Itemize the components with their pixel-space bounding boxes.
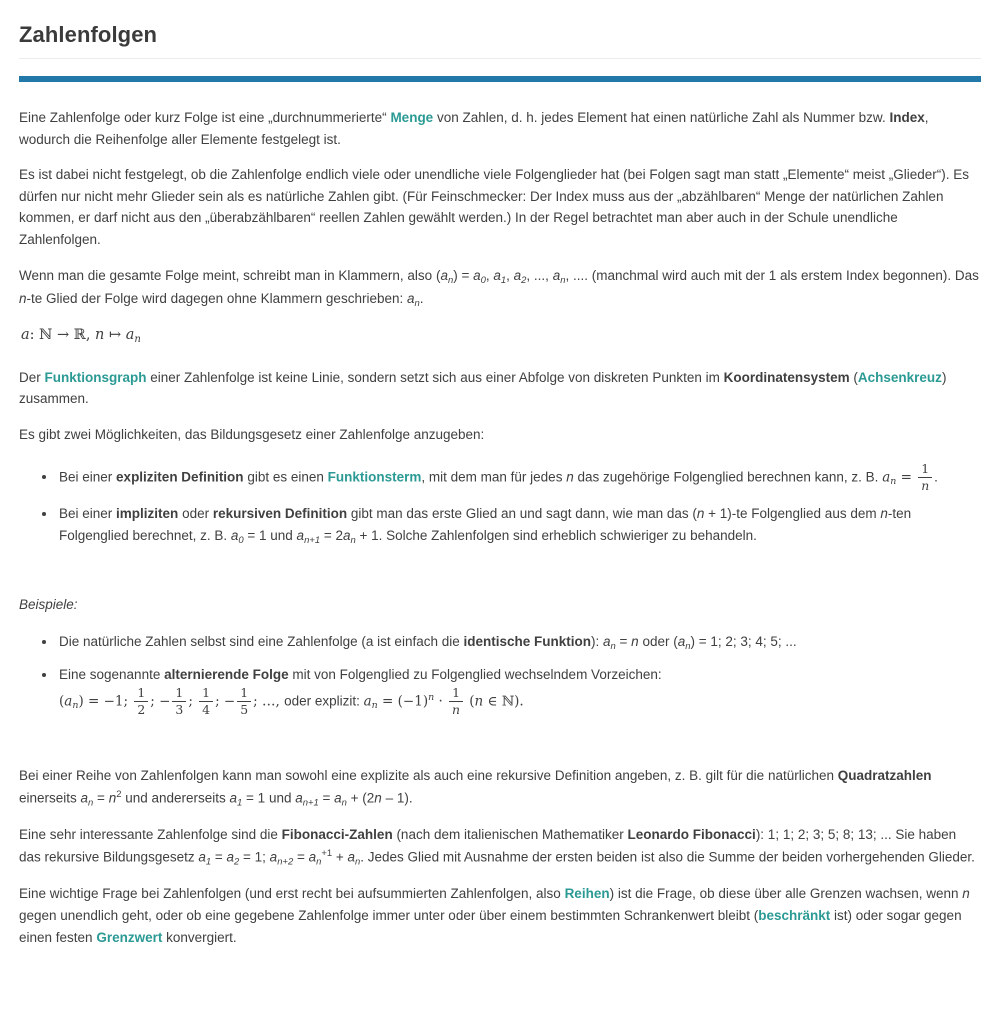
list-item: [57, 503, 981, 548]
text-segment: Die natürliche Zahlen selbst sind eine Zahlenfolge (a ist einfach die: [59, 634, 464, 650]
text-segment: rekursiven Definition: [212, 506, 348, 522]
paragraph: [19, 594, 981, 616]
text-segment: +: [332, 849, 348, 865]
text-segment: a: [677, 634, 686, 650]
text-segment: =: [896, 468, 917, 485]
text-segment: – 1).: [381, 790, 413, 806]
text-segment: a: [347, 849, 356, 865]
page-title: Zahlenfolgen: [19, 22, 981, 59]
text-segment: ): 1; 1; 2; 3; 5; 8; 13; ... Sie haben das rekursive Bildungsgesetz: [19, 827, 957, 865]
text-segment: ·: [434, 693, 448, 710]
text-segment: -te Glied der Folge wird dagegen ohne Klammern geschrieben:: [26, 290, 407, 306]
text-segment: , ...,: [526, 267, 553, 283]
text-segment: Quadratzahlen: [837, 768, 932, 784]
text-segment: und andererseits: [121, 790, 230, 806]
text-segment: n+1: [304, 534, 321, 546]
text-segment: Bei einer: [59, 468, 117, 484]
text-segment: = 1 und: [243, 527, 297, 543]
text-segment: , .... (manchmal wird auch mit der 1 als erstem Index begonnen). Das: [565, 267, 979, 283]
text-segment: 2: [234, 856, 240, 868]
text-segment: 2: [521, 274, 527, 286]
paragraph: [19, 765, 981, 810]
text-segment: n: [316, 856, 322, 868]
text-segment: ) = −1;: [78, 693, 133, 710]
title-accent-divider: [19, 76, 981, 82]
text-segment: ; −: [150, 693, 171, 710]
inline-link[interactable]: Funktionsgraph: [44, 369, 147, 385]
text-segment: n: [95, 327, 105, 344]
text-segment: 1: [500, 274, 507, 286]
text-segment: a: [64, 693, 73, 710]
text-segment: ) = 1; 2; 3; 4; 5; ...: [690, 634, 797, 650]
text-segment: impliziten: [116, 506, 179, 522]
text-segment: mit von Folgenglied zu Folgenglied wechselndem Vorzeichen:: [288, 667, 662, 683]
text-segment: = 2: [320, 527, 343, 543]
inline-link[interactable]: Achsenkreuz: [857, 369, 942, 385]
text-segment: oder: [178, 506, 213, 522]
inline-link[interactable]: Grenzwert: [96, 929, 163, 945]
text-segment: .: [419, 290, 424, 306]
text-segment: : ℕ → ℝ,: [29, 327, 96, 344]
text-segment: 0: [238, 534, 244, 546]
text-segment: a: [230, 527, 239, 543]
inline-link[interactable]: Reihen: [564, 886, 610, 902]
text-segment: n: [890, 475, 897, 487]
text-segment: a: [125, 327, 135, 344]
text-segment: ↦: [104, 327, 126, 344]
text-segment: a: [603, 634, 611, 650]
text-segment: a: [229, 790, 238, 806]
text-segment: gibt man das erste Glied an und sagt dann, wie man das (: [347, 506, 697, 522]
text-segment: ∈ ℕ).: [483, 693, 524, 710]
text-segment: von Zahlen, d. h. jedes Element hat einen natürliche Zahl als Nummer bzw.: [433, 110, 890, 125]
text-segment: a: [882, 468, 891, 485]
math-line: [21, 324, 981, 348]
text-segment: = (−1): [377, 693, 429, 710]
text-segment: Koordinatensystem: [723, 369, 850, 385]
text-segment: a: [226, 849, 235, 865]
text-segment: 1: [237, 797, 243, 809]
text-segment: Der: [19, 369, 45, 385]
text-segment: n: [19, 290, 27, 306]
fraction: $\frac{1}{n}$: [918, 462, 932, 494]
text-segment: . Jedes Glied mit Ausnahme der ersten beiden ist also die Summe der beiden vorhergehenden Glieder.: [360, 849, 975, 865]
inline-link[interactable]: Funktionsterm: [327, 468, 422, 484]
fraction: $\frac{1}{n}$: [449, 686, 463, 718]
text-segment: n: [88, 797, 94, 809]
text-segment: =: [318, 790, 335, 806]
text-segment: gegen unendlich geht, oder ob eine gegebene Zahlenfolge immer unter oder über einem bestimmten Schrankenwert bleibt (: [19, 908, 759, 924]
text-segment: +1: [321, 847, 333, 859]
text-segment: Fibonacci-Zahlen: [281, 827, 393, 843]
text-segment: a: [198, 849, 206, 865]
text-segment: ) =: [453, 267, 474, 283]
text-segment: Eine wichtige Frage bei Zahlenfolgen (und erst recht bei aufsummierten Zahlenfolgen, also: [19, 886, 565, 902]
text-segment: ,: [506, 267, 514, 283]
text-segment: n: [610, 641, 616, 653]
text-segment: oder explizit:: [284, 693, 364, 709]
text-segment: a: [296, 527, 305, 543]
text-segment: .: [934, 468, 938, 484]
text-segment: ,: [485, 267, 494, 283]
text-segment: n: [414, 297, 420, 309]
text-segment: a: [308, 849, 317, 865]
paragraph: [19, 424, 981, 446]
text-segment: alternierende Folge: [164, 667, 289, 683]
list-item: [57, 664, 981, 717]
text-segment: a: [295, 790, 303, 806]
text-segment: n: [428, 691, 435, 703]
text-segment: , wodurch die Reihenfolge aller Elemente festgelegt ist.: [19, 110, 929, 147]
text-segment: konvergiert.: [162, 929, 237, 945]
text-segment: ; −: [215, 693, 236, 710]
text-segment: (: [464, 693, 475, 710]
text-segment: 2: [116, 788, 122, 800]
text-segment: a: [342, 527, 351, 543]
text-segment: n: [355, 856, 361, 868]
text-segment: ist) oder sogar gegen einen festen: [19, 908, 962, 945]
text-segment: das zugehörige Folgenglied berechnen kann, z. B.: [573, 468, 883, 484]
text-segment: n: [560, 274, 566, 286]
paragraph: [19, 265, 981, 311]
text-segment: Bei einer Reihe von Zahlenfolgen kann man sowohl eine explizite als auch eine rekursive Definition angeben, z. B. gilt für die natürlichen: [19, 768, 838, 784]
fraction: $\frac{1}{4}$: [199, 686, 213, 718]
text-segment: a: [552, 267, 561, 283]
text-segment: n: [566, 468, 574, 484]
text-segment: Eine sogenannte: [59, 667, 165, 683]
text-segment: , mit dem man für jedes: [421, 468, 567, 484]
article-content: [19, 107, 981, 948]
text-segment: n: [447, 274, 454, 286]
text-segment: Eine Zahlenfolge oder kurz Folge ist eine „durchnummerierte“: [19, 110, 391, 125]
text-segment: n: [108, 790, 117, 806]
text-segment: n: [880, 506, 888, 522]
text-segment: ;: [188, 693, 198, 710]
text-segment: ) ist die Frage, ob diese über alle Grenzen wachsen, wenn: [609, 886, 963, 902]
text-segment: a: [513, 267, 522, 283]
text-segment: + (2: [346, 790, 375, 806]
text-segment: a: [473, 267, 481, 283]
text-segment: einer Zahlenfolge ist keine Linie, sondern setzt sich aus einer Abfolge von diskreten Punkten im: [146, 369, 724, 385]
text-segment: Bei einer: [59, 506, 117, 522]
text-segment: ) zusammen.: [19, 369, 947, 407]
text-segment: einerseits: [19, 790, 81, 806]
paragraph: [19, 367, 981, 410]
text-segment: (nach dem italienischen Mathematiker: [392, 827, 628, 843]
list-item: [57, 462, 981, 494]
text-segment: 0: [480, 274, 486, 286]
text-segment: a: [269, 849, 278, 865]
text-segment: ):: [591, 634, 604, 650]
text-segment: n: [474, 693, 484, 710]
text-segment: a: [493, 267, 501, 283]
text-segment: Beispiele:: [19, 596, 78, 612]
text-segment: n: [685, 641, 691, 653]
paragraph: [19, 164, 981, 250]
text-segment: Index: [889, 110, 925, 125]
text-segment: n: [631, 634, 639, 650]
text-segment: (: [59, 693, 65, 710]
text-segment: 1: [205, 856, 212, 868]
text-segment: n: [962, 886, 970, 902]
list-item: [57, 631, 981, 654]
text-segment: = 1;: [239, 849, 270, 865]
paragraph: [19, 883, 981, 948]
text-segment: =: [293, 849, 309, 865]
text-segment: n: [374, 790, 382, 806]
text-segment: =: [93, 790, 109, 806]
text-segment: a: [406, 290, 415, 306]
text-segment: a: [21, 327, 30, 344]
paragraph: [19, 107, 981, 150]
text-segment: a: [80, 790, 89, 806]
text-segment: Wenn man die gesamte Folge meint, schreibt man in Klammern, also (: [19, 267, 441, 283]
fraction: $\frac{1}{3}$: [172, 686, 186, 718]
text-segment: a: [334, 790, 342, 806]
fraction: $\frac{1}{2}$: [134, 686, 148, 718]
text-segment: + 1)-te Folgenglied aus dem: [704, 506, 881, 522]
text-segment: n: [341, 797, 347, 809]
text-segment: Leonardo Fibonacci: [627, 827, 756, 843]
text-segment: Es gibt zwei Möglichkeiten, das Bildungsgesetz einer Zahlenfolge anzugeben:: [19, 426, 485, 442]
text-segment: =: [615, 634, 632, 650]
text-segment: -ten Folgenglied berechnet, z. B.: [59, 506, 912, 543]
text-segment: + 1. Solche Zahlenfolgen sind erheblich schwieriger zu behandeln.: [355, 527, 757, 543]
text-segment: Es ist dabei nicht festgelegt, ob die Zahlenfolge endlich viele oder unendliche viele Folgenglieder hat (bei Folgen sagt man statt „Elemente“ meist „Glieder“). Es dürfen nur nicht mehr Glieder sein als es natürliche Zahlen gibt. (Für Feinschmecker: Der Index muss aus der „abzählbaren“ Menge der natürlichen Zahlen kommen, er darf nicht aus den „überabzählbaren“ reellen Zahlen gewählt werden.) In der Regel betrachtet man aber auch in der Schule unendliche Zahlenfolgen.: [19, 167, 970, 247]
text-segment: n: [371, 699, 378, 711]
inline-link[interactable]: Menge: [390, 110, 434, 125]
text-segment: n: [350, 534, 356, 546]
text-segment: n: [696, 506, 705, 522]
fraction: $\frac{1}{5}$: [237, 686, 251, 718]
text-segment: a: [440, 267, 448, 283]
text-segment: gibt es einen: [243, 468, 328, 484]
text-segment: oder (: [638, 634, 678, 650]
text-segment: Eine sehr interessante Zahlenfolge sind die: [19, 827, 282, 843]
text-segment: a: [363, 693, 372, 710]
text-segment: (: [849, 369, 858, 385]
text-segment: = 1 und: [242, 790, 296, 806]
text-segment: expliziten Definition: [116, 468, 244, 484]
bullet-list: [19, 631, 981, 717]
bullet-list: [19, 462, 981, 548]
inline-link[interactable]: beschränkt: [758, 908, 831, 924]
text-segment: n+2: [277, 856, 294, 868]
text-segment: n+1: [302, 797, 319, 809]
text-segment: ; …,: [253, 693, 285, 710]
text-segment: n: [72, 699, 79, 711]
text-segment: =: [211, 849, 227, 865]
text-segment: identische Funktion: [463, 634, 592, 650]
text-segment: n: [134, 334, 141, 346]
paragraph: [19, 824, 981, 869]
